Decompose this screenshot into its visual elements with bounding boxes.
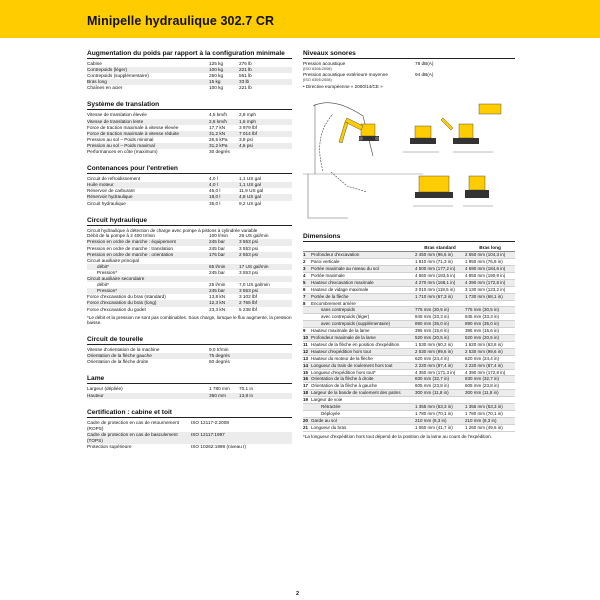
dimension-standard-value: 2 450 mm (96,5 in) <box>415 252 453 258</box>
dimension-long-value: 830 mm (32,7 in) <box>465 376 500 382</box>
spec-value: 4,0 l <box>209 176 218 182</box>
spec-value: 13,8 kN <box>209 294 226 300</box>
spec-value-imperial: 5 238 lbf <box>239 306 257 312</box>
spec-value: 75 degrés <box>209 353 230 359</box>
dimension-long-value: 605 mm (23,8 in) <box>465 383 500 389</box>
spec-label: débit* <box>97 282 109 288</box>
dimension-number: 15 <box>303 369 309 375</box>
cert-row <box>87 420 292 432</box>
sound-rows <box>303 61 515 82</box>
spec-value: 25 l/min <box>209 282 226 288</box>
cert-rows <box>87 420 292 450</box>
spec-label: Force de traction maximale à vitesse élevée <box>87 124 179 130</box>
swing-rows <box>87 347 292 365</box>
spec-value: 31,2 kN <box>209 130 226 136</box>
capacities-rows <box>87 176 292 206</box>
dimension-row <box>303 356 515 363</box>
spec-value-imperial: 221 lb <box>239 67 252 73</box>
spec-label: Vitesse de translation lente <box>87 118 144 124</box>
spec-value-imperial: 9,2 US gal <box>239 200 261 206</box>
dimension-label: Largeur de la bande de roulement des patins <box>311 390 401 396</box>
cert-title: Certification : cabine et toit <box>87 409 292 418</box>
dimension-standard-value: 210 mm (8,3 in) <box>415 417 447 423</box>
spec-value: 4,5 km/h <box>209 112 227 118</box>
dimension-long-value: 520 mm (20,5 in) <box>465 335 500 341</box>
hydraulic-intro: Circuit hydraulique à détection de charge avec pompe à pistons à cylindrée variable <box>87 227 258 233</box>
dimension-row <box>303 349 515 356</box>
dimensions-header-spacer <box>303 245 415 250</box>
spec-label: Pression en ordre de marche : translation <box>87 245 173 251</box>
dimension-long-value: 845 mm (33,3 in) <box>465 314 500 320</box>
dimensions-section <box>303 233 515 439</box>
sound-note: • Directive européenne « 2000/14/CE » <box>303 84 383 90</box>
spec-value-imperial: 1,1 US gal <box>239 176 261 182</box>
dimension-number: 5 <box>303 279 306 285</box>
cert-row <box>87 444 292 450</box>
spec-label: Performances en côte (maximum) <box>87 149 158 155</box>
spec-label: Circuit hydraulique <box>87 200 126 206</box>
dimensions-header <box>303 244 515 252</box>
spec-value-imperial: 7 014 lbf <box>239 130 257 136</box>
dimension-number: 6 <box>303 286 306 292</box>
spec-label: Largeur (dépliée) <box>87 386 123 392</box>
cert-section <box>87 409 292 450</box>
page-title: Minipelle hydraulique 302.7 CR <box>87 14 275 28</box>
dimension-label: Profondeur maximale de la lame <box>311 335 376 341</box>
spec-value: 250 kg <box>209 73 224 79</box>
dimension-number <box>303 321 311 327</box>
dimension-number <box>303 314 311 320</box>
sound-label-text: Pression acoustique <box>303 61 346 66</box>
dimension-row <box>303 321 515 328</box>
travel-section <box>87 101 292 155</box>
spec-value-imperial: 70,1 in <box>239 386 254 392</box>
dimension-row <box>303 252 515 259</box>
dimension-row <box>303 328 515 335</box>
dimension-label: Hauteur du moteur de la flèche <box>311 355 373 361</box>
spec-value-imperial: 3 553 psi <box>239 245 259 251</box>
hydraulic-rows <box>87 233 292 312</box>
dimension-long-value: 4 690 mm (184,6 in) <box>465 265 506 271</box>
dimension-row <box>303 314 515 321</box>
dimension-long-value: 3 130 mm (123,2 in) <box>465 286 506 292</box>
dimension-label: Longueur du bras <box>311 424 347 430</box>
cert-standard: ISO 10262:1998 (niveau I) <box>191 444 246 450</box>
dimension-number: 3 <box>303 265 306 271</box>
dimension-row <box>303 397 515 404</box>
sound-section <box>303 50 515 90</box>
cert-label: Cadre de protection en cas de basculement (TOPS) <box>87 431 178 443</box>
dimension-long-value: 1 780 mm (70,1 in) <box>465 411 503 417</box>
dimension-row <box>303 370 515 377</box>
hydraulic-note: *Le débit et la pression ne sont pas combinables. Sous charge, lorsque le flux augmente, la pression baisse. <box>87 314 292 326</box>
dimension-standard-value: 620 mm (24,4 in) <box>415 355 450 361</box>
spec-row <box>87 85 292 91</box>
spec-value-imperial <box>239 359 292 365</box>
dimension-label: Rétractée <box>321 404 341 410</box>
dimension-long-value: 1 620 mm (63,8 in) <box>465 341 503 347</box>
dimension-number: 18 <box>303 390 309 396</box>
spec-value-imperial: 3 553 psi <box>239 269 259 275</box>
swing-title: Circuit de tourelle <box>87 336 292 345</box>
dimension-label: Hauteur maximale de la lame <box>311 328 370 334</box>
dimension-label: Portée maximale <box>311 272 345 278</box>
dimension-number: 4 <box>303 272 306 278</box>
cert-standard: ISO 12117:1997 <box>191 431 225 437</box>
dimension-row <box>303 287 515 294</box>
cert-row <box>87 432 292 444</box>
sound-label <box>303 72 415 83</box>
spec-value: 350 mm <box>209 392 226 398</box>
dimension-row <box>303 307 515 314</box>
dimension-number: 7 <box>303 293 306 299</box>
spec-label: Réservoir hydraulique <box>87 194 133 200</box>
dimension-label: Déployée <box>321 411 341 417</box>
dimensions-note: *La longueur d'expédition hors tout dépend de la position de la lame au cours de l'expédition. <box>303 433 492 439</box>
dimension-number: 10 <box>303 335 309 341</box>
dimension-row <box>303 266 515 273</box>
spec-value: 30 degrés <box>209 149 230 155</box>
spec-label: Débit de la pompe à 2 400 tr/min <box>87 233 156 239</box>
dimension-number: 12 <box>303 348 309 354</box>
spec-value: 50 degrés <box>209 359 230 365</box>
spec-label: Pression* <box>97 288 118 294</box>
spec-value: 45,0 l <box>209 188 221 194</box>
dimension-long-value: 4 390 mm (172,8 in) <box>465 279 506 285</box>
spec-label: Pression en ordre de marche : orientation <box>87 251 174 257</box>
dimension-long-value: 2 220 mm (87,4 in) <box>465 362 503 368</box>
travel-title: Système de translation <box>87 101 292 110</box>
dimension-label: avec contrepoids (supplémentaire) <box>321 321 391 327</box>
dimension-row <box>303 418 515 425</box>
dimension-row <box>303 280 515 287</box>
dimension-label: Hauteur d'expédition hors tout <box>311 348 371 354</box>
dimension-label: Garde au sol <box>311 417 337 423</box>
spec-label: Orientation de la flèche droite <box>87 359 149 365</box>
dimension-long-value: 1 730 mm (68,1 in) <box>465 293 503 299</box>
spec-value: 65 l/min <box>209 263 226 269</box>
spec-label: Huile moteur <box>87 182 114 188</box>
spec-label: débit* <box>97 263 109 269</box>
spec-label: Cabine <box>87 61 102 66</box>
spec-value-imperial <box>239 149 292 155</box>
dimension-number: 14 <box>303 362 309 368</box>
dimension-number <box>303 411 311 417</box>
spec-value-imperial: 3 979 lbf <box>239 124 257 130</box>
right-column <box>303 50 515 450</box>
sound-standard: (ISO 6395:2008) <box>303 76 332 82</box>
blade-section <box>87 375 292 398</box>
spec-label: Contrepoids (supplémentaire) <box>87 73 149 79</box>
dimension-label: Encombrement arrière <box>311 300 356 306</box>
dimension-standard-value: 1 710 mm (67,3 in) <box>415 293 453 299</box>
dimension-number: 21 <box>303 424 309 430</box>
spec-value-imperial: 33 lb <box>239 79 250 85</box>
dimension-long-value: 210 mm (8,3 in) <box>465 417 497 423</box>
dimension-row <box>303 294 515 301</box>
dimension-row <box>303 273 515 280</box>
spec-value-imperial: 221 lb <box>239 85 252 91</box>
dimension-row <box>303 411 515 418</box>
spec-value: 12,3 kN <box>209 300 226 306</box>
spec-value-imperial: 2 553 psi <box>239 251 259 257</box>
spec-label: Circuit auxiliaire secondaire <box>87 276 145 282</box>
dimension-row <box>303 383 515 390</box>
spec-row <box>87 149 292 155</box>
sound-label <box>303 61 415 72</box>
spec-value-imperial: 11,9 US gal <box>239 188 264 194</box>
dimension-long-value: 890 mm (35,0 in) <box>465 321 500 327</box>
spec-value: 245 bar <box>209 269 225 275</box>
left-column <box>87 50 292 460</box>
dimensions-header-long: Bras long <box>479 245 501 251</box>
sound-value: 94 dB(A) <box>415 71 434 77</box>
dimension-standard-value: 1 810 mm (71,3 in) <box>415 259 453 265</box>
dimension-label: Portée maximale au niveau du sol <box>311 265 379 271</box>
dimension-standard-value: 4 350 mm (171,3 in) <box>415 369 456 375</box>
dimension-number: 9 <box>303 328 306 334</box>
spec-value: 245 bar <box>209 288 225 294</box>
dimension-standard-value: 2 530 mm (99,6 in) <box>415 348 453 354</box>
capacities-section <box>87 165 292 206</box>
dimension-standard-value: 2 220 mm (87,4 in) <box>415 362 453 368</box>
dimension-diagram <box>303 96 515 222</box>
spec-value: 176 bar <box>209 251 225 257</box>
dimension-row <box>303 342 515 349</box>
dimension-standard-value: 775 mm (30,5 in) <box>415 307 450 313</box>
dimension-long-value: 2 650 mm (104,3 in) <box>465 252 506 258</box>
dimension-standard-value: 520 mm (20,5 in) <box>415 335 450 341</box>
dimension-long-value: 300 mm (11,8 in) <box>465 390 499 396</box>
dimension-standard-value: 395 mm (15,6 in) <box>415 328 450 334</box>
dimension-long-value: 4 850 mm (190,9 in) <box>465 272 506 278</box>
spec-row <box>87 201 292 207</box>
dimension-standard-value: 845 mm (33,3 in) <box>415 314 450 320</box>
dimension-row <box>303 301 515 308</box>
dimension-standard-value: 1 060 mm (41,7 in) <box>415 424 453 430</box>
spec-label: Orientation de la flèche gauche <box>87 353 152 359</box>
spec-label: Pression en ordre de marche : équipement <box>87 239 176 245</box>
dimension-row <box>303 363 515 370</box>
spec-value-imperial: 4,8 US gal <box>239 194 261 200</box>
dimension-number: 17 <box>303 383 309 389</box>
dimension-standard-value <box>415 397 465 403</box>
spec-value: 23,3 kN <box>209 306 226 312</box>
spec-value: 31,2 kPa <box>209 142 228 148</box>
blade-title: Lame <box>87 375 292 384</box>
spec-value: 26,5 kPa <box>209 136 228 142</box>
spec-label: Circuit de refroidissement <box>87 176 141 182</box>
spec-value-imperial: 276 lb <box>239 61 252 66</box>
dimension-number: 8 <box>303 300 306 306</box>
dimension-row <box>303 390 515 397</box>
hydraulic-title: Circuit hydraulique <box>87 217 292 226</box>
dimension-label: Portée de la flèche <box>311 293 349 299</box>
spec-row <box>87 393 292 399</box>
dimension-number: 19 <box>303 397 309 403</box>
dimension-standard-value: 890 mm (35,0 in) <box>415 321 450 327</box>
spec-value-imperial: 3,8 psi <box>239 136 253 142</box>
cert-label: Cadre de protection en cas de retournement (ROPS) <box>87 419 179 431</box>
spec-value: 17,7 kN <box>209 124 226 130</box>
dimension-label: Hauteur de la flèche en position d'expédition <box>311 341 400 347</box>
spec-value: 15 kg <box>209 79 221 85</box>
spec-label: Chaînes en acier <box>87 85 123 91</box>
spec-value: 100 kg <box>209 85 224 91</box>
spec-value-imperial: 2,8 mph <box>239 112 256 118</box>
spec-label: Force d'excavation du bras (standard) <box>87 294 166 300</box>
dimension-label: Largeur de voie <box>311 397 343 403</box>
spec-value: 1 780 mm <box>209 386 230 392</box>
dimension-label: sans contrepoids <box>321 307 356 313</box>
dimension-number: 11 <box>303 341 308 347</box>
dimensions-title: Dimensions <box>303 233 515 242</box>
excavator-side-view-illustration <box>303 103 423 218</box>
spec-value-imperial: 4,5 psi <box>239 142 253 148</box>
dimension-long-value: 620 mm (24,4 in) <box>465 355 500 361</box>
spec-label: Réservoir de carburant <box>87 188 135 194</box>
spec-value: 100 kg <box>209 67 224 73</box>
spec-value-imperial: 3 553 psi <box>239 239 259 245</box>
weight-section <box>87 50 292 91</box>
dimension-long-value: 1 260 mm (49,6 in) <box>465 424 503 430</box>
dimension-long-value <box>465 301 515 307</box>
dimension-long-value: 775 mm (30,5 in) <box>465 307 500 313</box>
spec-value-imperial: 17 US gal/min <box>239 263 269 269</box>
dimension-standard-value: 1 780 mm (70,1 in) <box>415 411 453 417</box>
spec-label: Circuit auxiliaire principal <box>87 257 139 263</box>
spec-value-imperial: 13,8 in <box>239 392 254 398</box>
dimension-number: 13 <box>303 355 309 361</box>
dimension-number <box>303 307 311 313</box>
dimension-long-value <box>465 397 515 403</box>
spec-value: 4,0 l <box>209 182 218 188</box>
dimension-standard-value: 4 500 mm (177,2 in) <box>415 265 456 271</box>
spec-label: Pression au sol – Poids maximal <box>87 142 155 148</box>
hydraulic-section <box>87 217 292 327</box>
dimension-long-value: 2 530 mm (99,6 in) <box>465 348 503 354</box>
cert-standard: ISO 12117-2:2008 <box>191 419 229 425</box>
dimension-standard-value: 1 355 mm (53,3 in) <box>415 404 453 410</box>
dimension-label: Profondeur d'excavation <box>311 252 360 258</box>
dimension-label: Hauteur d'excavation maximale <box>311 279 374 285</box>
spec-value: 2,6 km/h <box>209 118 227 124</box>
spec-value-imperial: 3 553 psi <box>239 288 259 294</box>
spec-value-imperial: 7,0 US gal/min <box>239 282 270 288</box>
dimension-standard-value: 4 270 mm (168,1 in) <box>415 279 456 285</box>
spec-label: Bras long <box>87 79 107 85</box>
sound-value: 78 dB(A) <box>415 61 434 66</box>
dimension-standard-value: 1 530 mm (60,2 in) <box>415 341 453 347</box>
dimension-label: Paroi verticale <box>311 259 340 265</box>
spec-label: Vitesse de translation élevée <box>87 112 147 118</box>
travel-rows <box>87 112 292 155</box>
spec-value: 100 l/min <box>209 233 229 239</box>
dimension-standard-value: 4 660 mm (183,5 in) <box>415 272 456 278</box>
sound-label-text: Pression acoustique extérieure moyenne <box>303 71 388 77</box>
spec-label: Contrepoids (léger) <box>87 67 128 73</box>
dimension-row <box>303 404 515 411</box>
page-number: 2 <box>296 591 300 597</box>
spec-value: 18,0 l <box>209 194 221 200</box>
spec-row <box>87 307 292 313</box>
spec-value-imperial: 3 102 lbf <box>239 294 257 300</box>
spec-value: 35,0 l <box>209 200 221 206</box>
spec-label: Hauteur <box>87 392 104 398</box>
dimension-row <box>303 425 515 432</box>
dimension-standard-value: 300 mm (11,8 in) <box>415 390 449 396</box>
dimension-number: 1 <box>303 252 306 258</box>
spec-row <box>87 359 292 365</box>
dimension-label: Orientation de la flèche à gauche <box>311 383 378 389</box>
capacities-title: Contenances pour l'entretien <box>87 165 292 174</box>
spec-value-imperial: 1,1 US gal <box>239 182 261 188</box>
spec-value: 245 bar <box>209 239 225 245</box>
dimension-number: 2 <box>303 259 306 265</box>
spec-label: Pression au sol – Poids minimal <box>87 136 154 142</box>
spec-value-imperial: 26 US gal/min <box>239 233 269 239</box>
dimension-long-value: 395 mm (15,6 in) <box>465 328 500 334</box>
spec-value: 9,0 tr/min <box>209 347 229 353</box>
cert-label: Protection supérieure <box>87 444 132 450</box>
blade-rows <box>87 386 292 398</box>
spec-label: Vitesse d'orientation de la machine <box>87 347 160 353</box>
dimension-label: Hauteur de vidage maximale <box>311 286 369 292</box>
spec-value-imperial: 2 765 lbf <box>239 300 257 306</box>
dimension-label: Longueur du train de roulement hors tout <box>311 362 393 368</box>
spec-label: Pression* <box>97 269 118 275</box>
dimension-row <box>303 259 515 266</box>
spec-value: 245 bar <box>209 245 225 251</box>
spec-label: Force d'excavation du bras (long) <box>87 300 157 306</box>
dimension-long-value: 1 950 mm (76,8 in) <box>465 259 503 265</box>
dimension-number: 16 <box>303 376 309 382</box>
sound-row <box>303 72 515 83</box>
dimension-row <box>303 376 515 383</box>
spec-value: 125 kg <box>209 61 224 66</box>
weight-rows <box>87 61 292 91</box>
spec-label: Force de traction maximale à vitesse réduite <box>87 130 179 136</box>
sound-standard: (ISO 6396:2008) <box>303 66 332 72</box>
dimensions-header-standard: Bras standard <box>424 245 456 251</box>
dimension-long-value: 4 390 mm (172,8 in) <box>465 369 506 375</box>
spec-value-imperial: 551 lb <box>239 73 252 79</box>
sound-row <box>303 61 515 72</box>
dimension-standard-value: 3 010 mm (118,5 in) <box>415 286 455 292</box>
sound-title: Niveaux sonores <box>303 50 515 59</box>
spec-value-imperial: 1,6 mph <box>239 118 256 124</box>
dimension-label: avec contrepoids (léger) <box>321 314 370 320</box>
dimension-row <box>303 335 515 342</box>
swing-section <box>87 336 292 365</box>
dimensions-rows <box>303 252 515 432</box>
dimension-standard-value: 830 mm (32,7 in) <box>415 376 450 382</box>
dimension-standard-value: 605 mm (23,8 in) <box>415 383 450 389</box>
weight-title: Augmentation du poids par rapport à la configuration minimale <box>87 50 292 59</box>
dimension-number: 20 <box>303 417 309 423</box>
dimension-label: Longueur d'expédition hors tout* <box>311 369 376 375</box>
dimension-label: Orientation de la flèche à droite <box>311 376 374 382</box>
dimension-number <box>303 404 311 410</box>
dimension-standard-value <box>415 301 465 307</box>
spec-label: Force d'excavation du godet <box>87 306 146 312</box>
dimension-long-value: 1 355 mm (53,3 in) <box>465 404 503 410</box>
